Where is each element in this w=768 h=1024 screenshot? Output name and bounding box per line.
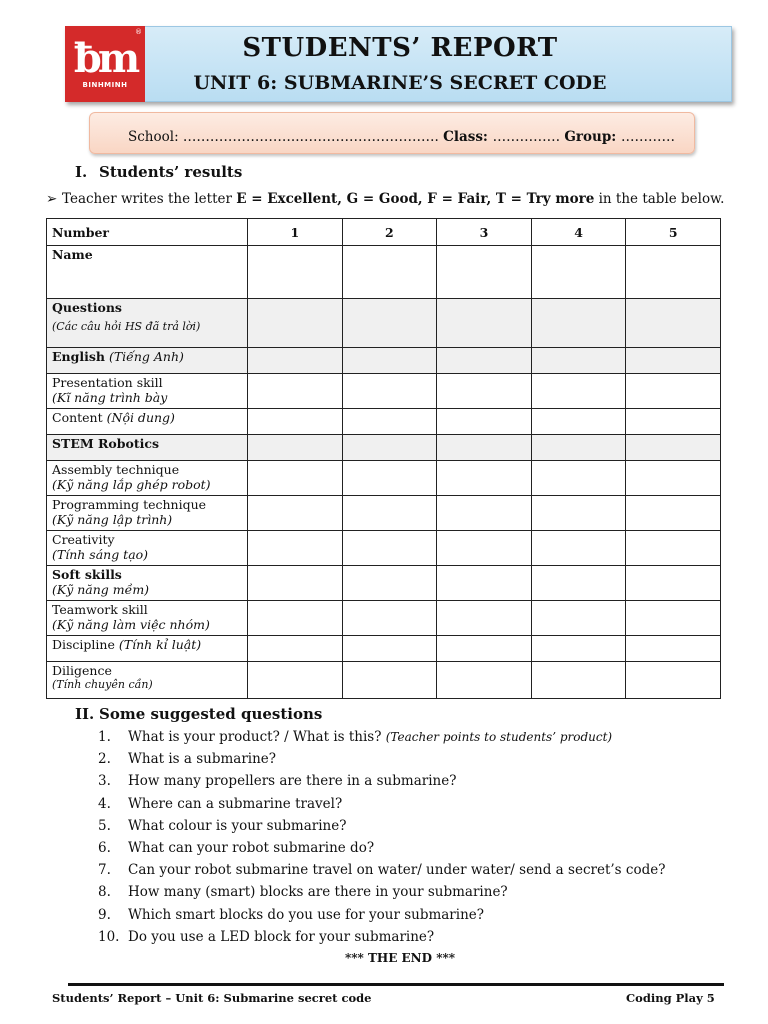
criterion-cell [47,435,248,461]
grade-cell[interactable] [626,636,721,662]
logo-text: BINHMINH [82,81,128,89]
footer-left: Students’ Report – Unit 6: Submarine secret code [52,991,372,1005]
question-number: 9. [98,906,111,923]
question-number: 2. [98,751,111,768]
question-number: 3. [98,773,111,790]
grade-cell[interactable] [626,601,721,636]
section-2-title: Some suggested questions [99,705,323,723]
criterion-label: Questions [52,300,122,315]
question-number: 4. [98,795,111,812]
instruction-prefix: Teacher writes the letter [62,191,237,207]
table-row [47,566,721,601]
grade-cell[interactable] [626,409,721,435]
number-header: Number [47,219,248,246]
question-item [98,862,665,884]
class-field: …………… [492,129,565,145]
instruction-line [46,191,724,207]
table-row [47,246,721,299]
grade-cell[interactable] [626,246,721,299]
grade-cell[interactable] [437,461,532,496]
grade-cell[interactable] [248,496,343,531]
grade-cell[interactable] [531,636,626,662]
grade-cell[interactable] [248,461,343,496]
table-row [47,435,721,461]
grade-cell[interactable] [248,348,343,374]
criterion-label: Teamwork skill [52,602,148,617]
criterion-translation: (Tính sáng tạo) [52,547,149,562]
column-header: 2 [342,219,437,246]
criterion-translation: (Các câu hỏi HS đã trả lời) [52,320,201,333]
grade-cell[interactable] [342,636,437,662]
grade-cell[interactable] [342,246,437,299]
grade-cell[interactable] [248,409,343,435]
grade-cell[interactable] [437,496,532,531]
grade-cell[interactable] [437,409,532,435]
criterion-translation: (Kĩ năng trình bày [52,390,168,405]
grade-cell[interactable] [626,435,721,461]
question-number: 8. [98,884,111,901]
grade-cell[interactable] [248,662,343,699]
table-row [47,461,721,496]
question-text: Do you use a LED block for your submarine? [128,928,435,945]
criterion-translation: (Kỹ năng lắp ghép robot) [52,477,211,492]
footer-right: Coding Play 5 [626,991,715,1005]
criterion-cell [47,348,248,374]
grade-cell[interactable] [531,601,626,636]
question-text: How many propellers are there in a submarine? [128,773,457,790]
criterion-cell [47,246,248,299]
question-note: (Teacher points to students’ product) [385,730,613,744]
grade-cell[interactable] [531,246,626,299]
grade-cell[interactable] [531,461,626,496]
grade-cell[interactable] [342,601,437,636]
report-title: STUDENTS’ REPORT [242,33,558,63]
logo-mark: ƀm [73,35,137,82]
criterion-cell [47,461,248,496]
criterion-cell [47,374,248,409]
grade-cell[interactable] [437,566,532,601]
criterion-translation: (Tính kỉ luật) [118,637,202,652]
question-number: 7. [98,862,111,879]
grade-cell[interactable] [248,601,343,636]
criterion-label: Name [52,247,93,262]
column-header: 5 [626,219,721,246]
instruction-suffix: in the table below. [594,191,725,207]
criterion-cell [47,409,248,435]
binhminh-logo [65,26,145,102]
question-number: 1. [98,729,111,745]
question-item [98,907,665,929]
question-text: What colour is your submarine? [128,817,347,834]
the-end: *** THE END *** [344,951,456,965]
criterion-translation: (Kỹ năng lập trình) [52,512,173,527]
grade-cell[interactable] [342,461,437,496]
table-row [47,409,721,435]
grade-cell[interactable] [437,601,532,636]
question-item [98,796,665,818]
question-text: What can your robot submarine do? [128,839,375,856]
table-row [47,496,721,531]
criterion-label: Creativity [52,532,115,547]
table-row [47,601,721,636]
criterion-cell [47,496,248,531]
grade-cell[interactable] [626,566,721,601]
section-1-title: Students’ results [99,163,243,181]
grade-cell[interactable] [342,566,437,601]
footer-divider [68,983,724,986]
grade-cell[interactable] [342,662,437,699]
question-text: Can your robot submarine travel on water/ under water/ send a secret’s code? [128,862,666,879]
criterion-translation: (Kỹ năng mềm) [52,582,150,597]
question-number: 6. [98,839,111,856]
grade-cell[interactable] [531,374,626,409]
grade-cell[interactable] [437,435,532,461]
table-header-row [47,219,721,246]
criterion-cell [47,636,248,662]
question-item [98,840,665,862]
grade-cell[interactable] [437,662,532,699]
section-2-number: II. [75,705,95,723]
question-item [98,818,665,840]
criterion-cell [47,299,248,348]
grade-cell[interactable] [248,299,343,348]
class-label: Class: [443,129,493,145]
grade-cell[interactable] [437,374,532,409]
question-item [98,929,665,951]
section-2-heading [75,705,322,723]
grade-cell[interactable] [531,409,626,435]
questions-list [98,729,665,951]
grade-cell[interactable] [342,299,437,348]
grade-cell[interactable] [437,531,532,566]
question-item [98,751,665,773]
grade-cell[interactable] [342,435,437,461]
group-label: Group: [564,129,621,145]
criterion-cell [47,531,248,566]
criterion-label: Programming technique [52,497,207,512]
criterion-label: Content [52,410,103,425]
results-table [46,218,721,699]
grade-cell[interactable] [248,246,343,299]
table-row [47,374,721,409]
grade-cell[interactable] [342,531,437,566]
criterion-cell [47,566,248,601]
grade-cell[interactable] [531,496,626,531]
grade-cell[interactable] [626,461,721,496]
criterion-label: Diligence [52,663,112,678]
section-1-heading [75,163,242,181]
criterion-label: Presentation skill [52,375,163,390]
criterion-label: English [52,349,105,364]
registered-mark: ® [135,28,142,36]
criterion-label: STEM Robotics [52,436,160,451]
criterion-label: Assembly technique [52,462,180,477]
criterion-translation: (Kỹ năng làm việc nhóm) [52,617,210,632]
column-header: 1 [248,219,343,246]
criterion-label: Discipline [52,637,115,652]
school-field: ……………………..…………………………. [182,129,439,145]
criterion-cell [47,601,248,636]
table-row [47,299,721,348]
column-header: 3 [437,219,532,246]
question-text: Where can a submarine travel? [128,795,343,812]
criterion-label: Soft skills [52,567,122,582]
table-row [47,636,721,662]
grade-cell[interactable] [248,531,343,566]
question-item [98,884,665,906]
group-field: ………… [621,129,675,145]
grade-cell[interactable] [437,348,532,374]
section-1-number: I. [75,163,88,181]
grade-cell[interactable] [626,496,721,531]
question-number: 10. [98,928,120,945]
grade-cell[interactable] [531,662,626,699]
question-item [98,729,665,751]
criterion-translation: (Nội dung) [106,410,175,425]
school-info-box [89,112,695,154]
grade-cell[interactable] [626,374,721,409]
question-text: Which smart blocks do you use for your submarine? [128,906,485,923]
question-text: What is a submarine? [128,751,277,768]
table-row [47,348,721,374]
grade-cell[interactable] [248,566,343,601]
grade-cell[interactable] [626,662,721,699]
table-row [47,662,721,699]
table-row [47,531,721,566]
school-label: School: [128,129,183,145]
grade-cell[interactable] [626,531,721,566]
grade-cell[interactable] [531,435,626,461]
grade-cell[interactable] [342,409,437,435]
arrow-bullet-icon: ➢ [46,191,58,207]
column-header: 4 [531,219,626,246]
grade-cell[interactable] [342,348,437,374]
grade-cell[interactable] [342,496,437,531]
grade-cell[interactable] [342,374,437,409]
grade-cell[interactable] [531,348,626,374]
grade-cell[interactable] [626,348,721,374]
grade-cell[interactable] [531,531,626,566]
question-number: 5. [98,817,111,834]
criterion-translation: (Tiếng Anh) [108,349,184,364]
grade-codes: E = Excellent, G = Good, F = Fair, T = Try more [236,191,595,207]
criterion-cell [47,662,248,699]
grade-cell[interactable] [531,566,626,601]
question-text: How many (smart) blocks are there in your submarine? [128,884,508,901]
grade-cell[interactable] [626,299,721,348]
criterion-translation: (Tính chuyên cần) [52,678,153,691]
grade-cell[interactable] [531,299,626,348]
question-item [98,773,665,795]
grade-cell[interactable] [437,636,532,662]
grade-cell[interactable] [248,374,343,409]
report-subtitle: UNIT 6: SUBMARINE’S SECRET CODE [193,72,607,94]
question-text: What is your product? / What is this? [128,729,386,745]
grade-cell[interactable] [437,299,532,348]
grade-cell[interactable] [248,435,343,461]
grade-cell[interactable] [248,636,343,662]
grade-cell[interactable] [437,246,532,299]
